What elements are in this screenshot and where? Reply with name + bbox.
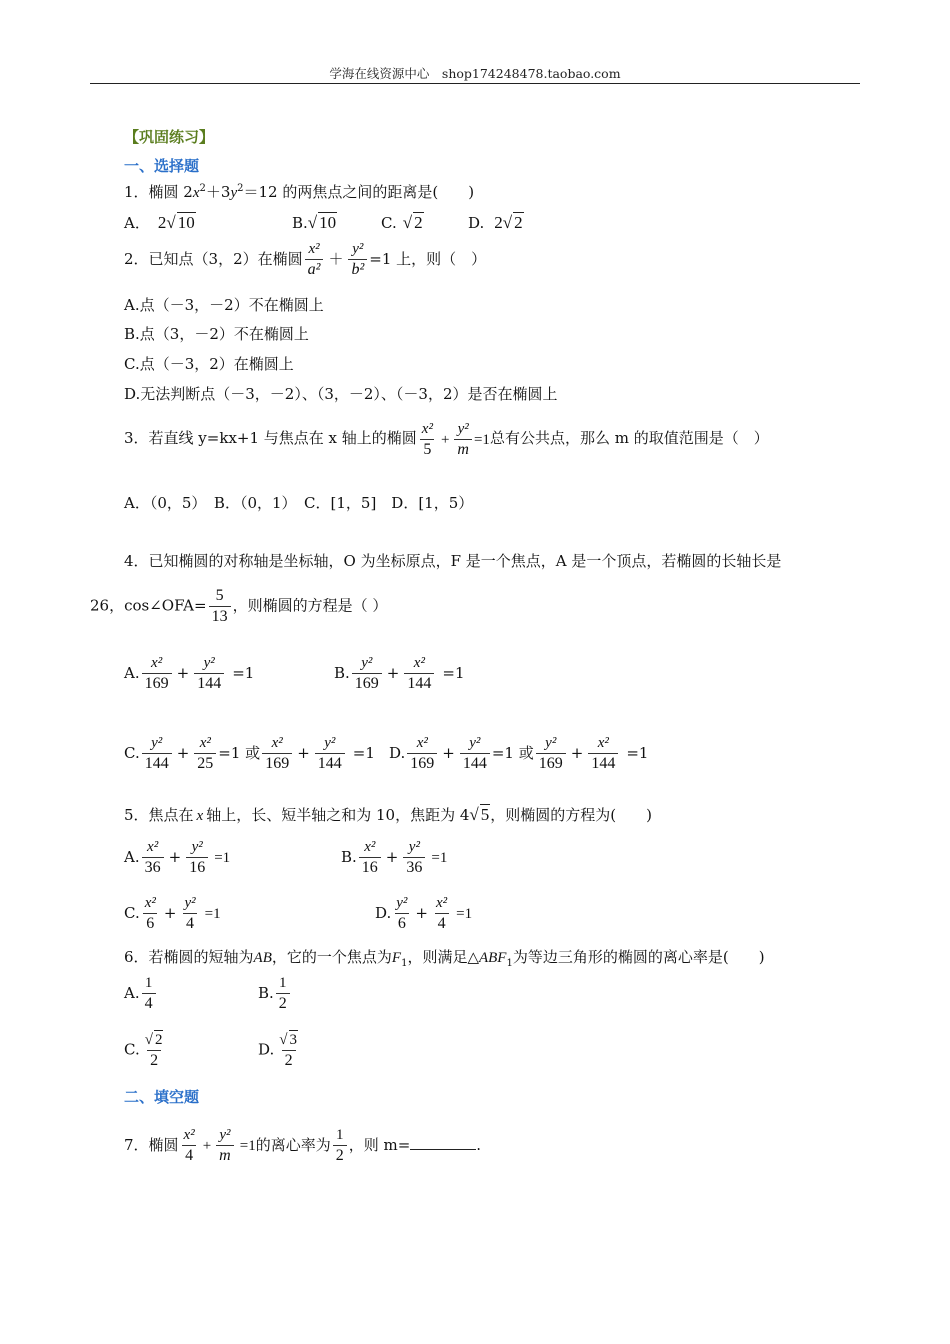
q1-options: A． 2√ 10 B.√ 10 C. √ 2 D. 2√ 2 [124,213,523,232]
q1-sup1: 2 [199,183,206,194]
fraction: $\frac{√ 3}{2}$ [279,1032,297,1069]
q4-d-f4-num: x² [597,735,609,751]
q4-c-f1-num: y² [151,735,163,751]
fraction [315,734,345,774]
q3-f2-num: y² [457,421,469,437]
fraction [142,654,172,694]
q4-b-f1-num: y² [361,655,373,671]
q4-d-mid: =1 或 [491,743,534,762]
q4-plus: + [442,743,455,762]
q4-d-f3-den: 169 [536,753,566,774]
q7-stem-mid: 的离心率为 [255,1135,331,1154]
q4-option-b [334,654,465,694]
q5-a-f2-num: y² [191,839,203,855]
q4-c-mid: =1 或 [218,743,261,762]
q4-c-f3-den: 169 [262,753,292,774]
q4-c-f4-num: y² [324,735,336,751]
q5-plus: + [163,903,177,922]
q6-a-den: 4 [142,993,156,1014]
q6-a-num: 1 [144,975,153,991]
q5-a-f1-num: x² [147,839,159,855]
q5-b-f2-num: y² [408,839,420,855]
q6-c-den: 2 [147,1050,161,1071]
q4-option-c [124,734,375,774]
q4-d-f2-num: y² [469,735,481,751]
fraction [460,734,490,774]
q2-frac-2 [348,240,367,280]
question-5: 5．焦点在 x 轴上，长、短半轴之和为 10，焦距为 4√ 5，则椭圆的方程为( ) [124,805,652,824]
q5-stem-x: x [196,808,204,824]
q4-b-f2-num: x² [413,655,425,671]
q4-a-f1-num: x² [151,655,163,671]
q5-stem-mid: 轴上，长、短半轴之和为 10，焦距为 4 [206,806,470,824]
q4-f-num: 5 [215,587,224,604]
q5-a-label: A. [124,847,140,866]
q5-option-a [124,838,230,878]
section-fill-heading: 二、填空题 [124,1088,200,1106]
q4-d-f1-den: 169 [407,753,437,774]
q6-stem-f: F [391,950,402,966]
q3-options: A．（0，5） B．（0，1） C．[1，5] D．[1，5） [124,494,474,512]
fraction [393,894,410,934]
question-2 [124,240,486,280]
q7-stem-post: ，则 m= [348,1135,411,1154]
q2-f2-num: y² [352,241,364,257]
q5-b-label: B. [341,847,357,866]
question-7 [124,1126,481,1166]
q5-stem-rad: 5 [480,805,490,824]
q6-stem-sub2: 1 [506,958,513,969]
q6-c-rad: 2 [154,1032,163,1048]
q4-d-f1-num: x² [416,735,428,751]
exercise-title: 【巩固练习】 [124,128,215,146]
fraction [194,654,224,694]
q7-stem-pre: 7．椭圆 [124,1135,179,1154]
header-rule [90,83,860,84]
q4-d-f2-den: 144 [460,753,490,774]
question-4-line2 [90,586,387,627]
q5-c-eq: =1 [204,905,221,922]
fraction [588,734,618,774]
q4-stem-line2-pre: 26，cos∠OFA= [90,596,207,615]
q7-answer-blank[interactable] [410,1135,476,1150]
q5-d-f1-num: y² [396,895,408,911]
q5-plus: + [168,847,182,866]
q4-c-f3-num: x² [271,735,283,751]
q7-stem-end: . [476,1135,482,1154]
q4-b-label: B. [334,663,350,682]
q4-c-f1-den: 144 [142,753,172,774]
section-choice-heading: 一、选择题 [124,157,200,175]
q6-b-num: 1 [279,975,287,991]
q6-stem-ab: AB [253,950,272,966]
fraction [142,838,164,878]
q1-y: y [230,185,238,201]
q2-option-c: C.点（－3，2）在椭圆上 [124,355,294,373]
q7-f2-den: m [216,1145,234,1166]
q4-d-f4-den: 144 [588,753,618,774]
q4-b-f2-den: 144 [404,673,434,694]
q6-stem-sub: 1 [401,958,408,969]
q5-d-f1-den: 6 [395,913,409,934]
q5-b-eq: =1 [431,849,448,866]
q1-b-label: B. [292,214,308,232]
q4-d-eq: =1 [626,743,649,762]
q4-c-f2-num: x² [199,735,211,751]
q6-stem-abf: ABF [478,950,507,966]
fraction [216,1126,234,1166]
q5-d-f2-num: x² [436,895,448,911]
q2-frac-1 [305,240,324,280]
q4-plus: + [176,743,190,762]
q4-option-a [124,654,254,694]
q3-frac-1 [419,420,436,460]
q3-frac-2 [454,420,472,460]
q1-c-label: C. [381,214,397,232]
q2-stem-post: =1 上，则（ ） [369,249,487,268]
q1-sup2: 2 [237,183,244,194]
q4-c-f2-den: 25 [194,753,216,774]
q5-b-f1-den: 16 [359,857,381,878]
q3-stem-pre: 3．若直线 y=kx+1 与焦点在 x 轴上的椭圆 [124,429,417,447]
q1-d-rad: 2 [514,213,523,232]
q7-plus: + [202,1137,212,1154]
q5-c-f1-num: x² [144,895,156,911]
q6-option-b [258,974,292,1014]
q2-plus: ＋ [328,249,344,268]
q5-a-f2-den: 16 [186,857,208,878]
q5-option-d [375,894,472,934]
q6-option-c [124,1030,168,1071]
q1-stem-post: ＝12 的两焦点之间的距离是( ) [243,183,475,201]
q4-stem-line2-post: ，则椭圆的方程是（ ） [232,596,388,615]
question-3 [124,420,769,460]
q4-d-f3-num: y² [545,735,557,751]
q6-stem-mid2: ，则满足△ [407,948,479,966]
q4-a-label: A. [124,663,140,682]
q1-stem-pre: 1．椭圆 2 [124,183,193,201]
q5-plus: + [385,847,399,866]
q4-a-eq: =1 [232,663,255,682]
fraction [407,734,437,774]
q2-option-a: A.点（－3，－2）不在椭圆上 [124,296,324,314]
q4-d-label: D. [389,743,406,762]
q7-eq: =1 [239,1137,256,1154]
q4-c-label: C. [124,743,140,762]
q3-plus: + [440,431,450,448]
q5-c-f2-den: 4 [183,913,197,934]
fraction [181,894,198,934]
question-6 [124,948,765,970]
q4-plus: + [386,663,400,682]
q5-plus: + [415,903,428,922]
q6-d-rad: 3 [289,1032,297,1048]
q6-stem-post: 为等边三角形的椭圆的离心率是( ) [512,948,765,966]
q6-option-d [258,1030,303,1071]
q3-eq: =1 [473,431,490,448]
q6-stem-mid: ，它的一个焦点为 [271,948,392,966]
q1-d-coef: 2 [494,213,503,232]
fraction [352,654,382,694]
q1-b-rad: 10 [319,213,337,232]
fraction [142,974,156,1014]
q5-a-eq: =1 [214,849,231,866]
fraction [276,974,290,1014]
fraction [333,1126,347,1166]
q6-c-label: C. [124,1040,140,1059]
q4-option-d [389,734,648,774]
page-header: 学海在线资源中心 shop174248478.taobao.com [329,66,621,81]
q4-a-f2-num: y² [203,655,215,671]
fraction [404,654,434,694]
q2-f2-den: b² [348,259,367,280]
q4-plus: + [570,743,584,762]
fraction [142,894,159,934]
fraction [194,734,216,774]
q6-option-a [124,974,158,1014]
q5-d-label: D. [375,903,392,922]
q3-f1-num: x² [421,421,433,437]
q7-f1-num: x² [183,1127,195,1143]
q4-plus: + [176,663,190,682]
q3-stem-post: 总有公共点，那么 m 的取值范围是（ ） [489,429,769,447]
fraction: $\frac{√ 2}{2}$ [144,1032,163,1069]
q5-c-f1-den: 6 [143,913,157,934]
q6-stem-pre: 6．若椭圆的短轴为 [124,948,254,966]
q1-a-rad: 10 [177,213,195,232]
fraction [142,734,172,774]
q5-d-f2-den: 4 [435,913,449,934]
question-4-line1: 4．已知椭圆的对称轴是坐标轴，O 为坐标原点，F 是一个焦点，A 是一个顶点，若椭圆的长轴长是 [124,552,782,570]
q2-option-b: B.点（3，－2）不在椭圆上 [124,325,309,343]
q2-stem-pre: 2．已知点（3，2）在椭圆 [124,249,303,268]
q7-e-num: 1 [335,1127,344,1143]
q6-b-label: B. [258,983,274,1002]
q4-c-f4-den: 144 [315,753,345,774]
q5-a-f1-den: 36 [142,857,164,878]
q4-b-eq: =1 [442,663,465,682]
q7-e-den: 2 [333,1145,347,1166]
q4-a-f2-den: 144 [194,673,224,694]
q6-d-den: 2 [282,1050,296,1071]
fraction [403,838,425,878]
q5-d-eq: =1 [456,905,473,922]
fraction [181,1126,198,1166]
q4-plus: + [297,743,310,762]
q7-f2-num: y² [219,1127,231,1143]
q1-x: x [192,185,200,201]
q1-c-rad: 2 [414,213,423,232]
q5-option-b [341,838,447,878]
q5-c-f2-num: y² [184,895,196,911]
q5-b-f2-den: 36 [403,857,425,878]
q2-f1-den: a² [305,259,324,280]
fraction [359,838,381,878]
fraction [433,894,450,934]
q1-a-label: A． [124,214,150,232]
q1-d-label: D. [468,214,485,232]
q1-a-coef: 2 [157,213,167,232]
fraction [262,734,292,774]
fraction [536,734,566,774]
q3-f2-den: m [454,439,472,460]
q3-f1-den: 5 [420,439,434,460]
q4-c-eq: =1 [352,743,375,762]
q4-frac [209,586,231,627]
q1-stem-mid: ＋3 [205,183,231,201]
question-1 [124,183,474,202]
q4-a-f1-den: 169 [142,673,172,694]
q5-option-c [124,894,221,934]
q2-f1-num: x² [308,241,320,257]
q2-option-d: D.无法判断点（－3，－2）、（3，－2）、（－3，2）是否在椭圆上 [124,385,558,403]
q4-b-f1-den: 169 [352,673,382,694]
q5-b-f1-num: x² [364,839,376,855]
q7-f1-den: 4 [182,1145,196,1166]
q5-c-label: C. [124,903,140,922]
q6-d-label: D. [258,1040,275,1059]
q5-stem-pre: 5．焦点在 [124,806,194,824]
fraction [186,838,208,878]
q6-b-den: 2 [276,993,290,1014]
q4-f-den: 13 [209,606,231,627]
q5-stem-post: ，则椭圆的方程为( ) [490,806,652,824]
q6-a-label: A. [124,983,140,1002]
